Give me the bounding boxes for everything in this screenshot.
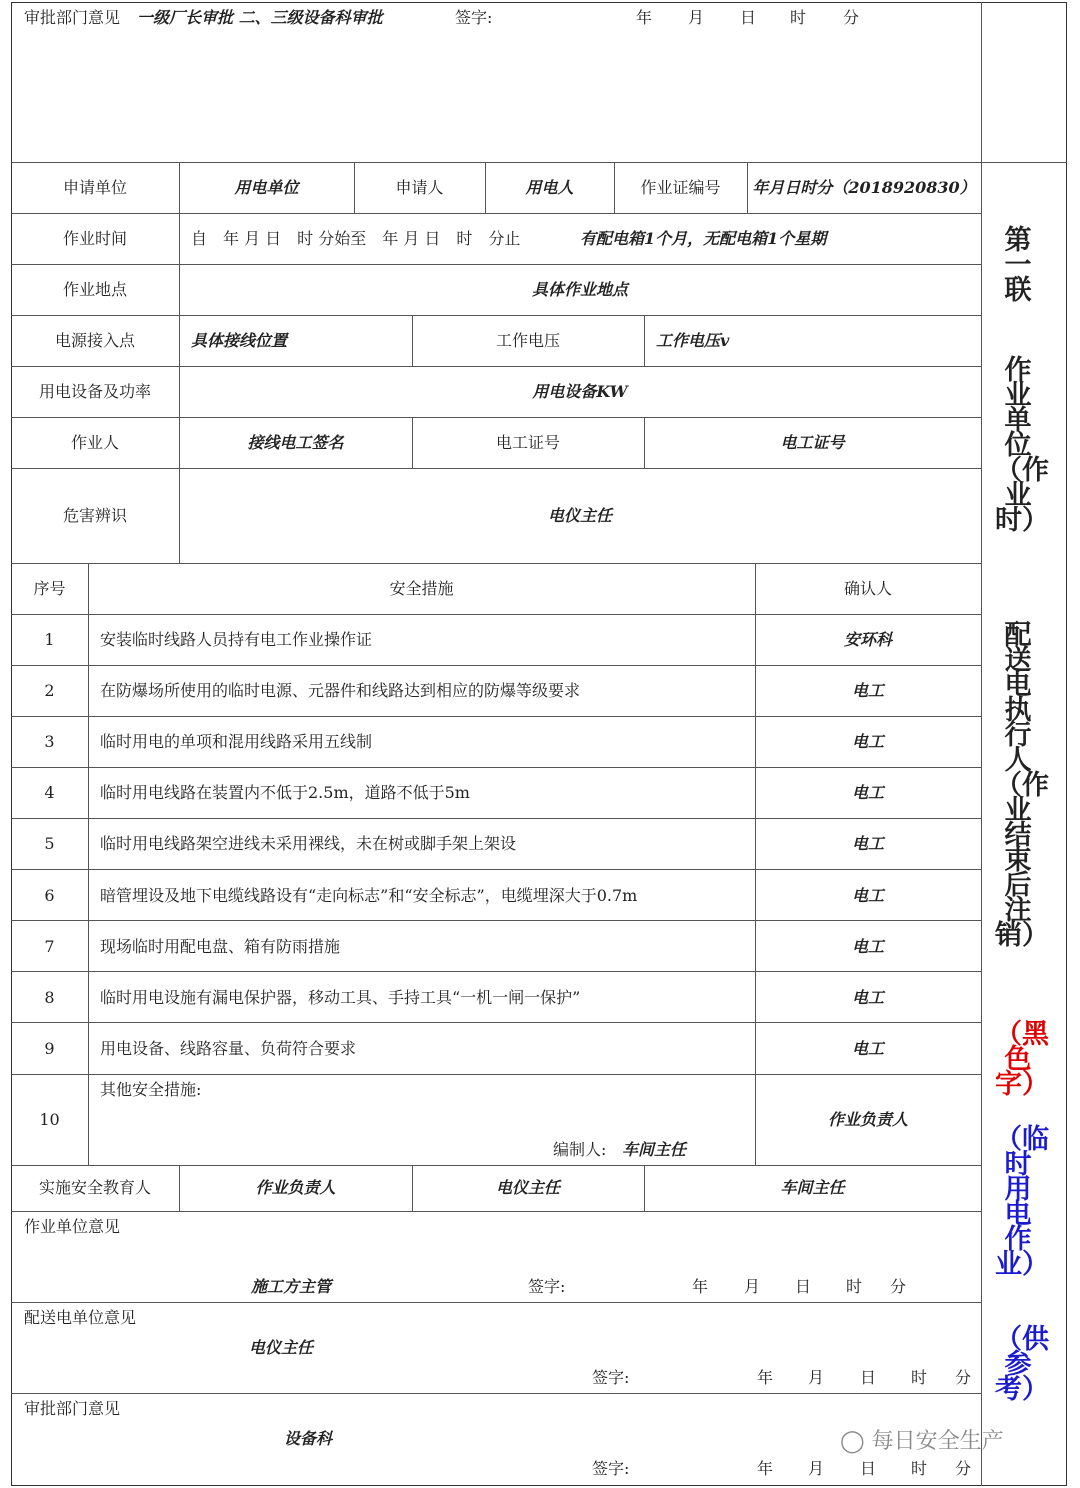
wechat-icon: ◯	[840, 1429, 865, 1454]
measure-text: 现场临时用配电盘、箱有防雨措施	[100, 937, 341, 956]
measure-text: 安装临时线路人员持有电工作业操作证	[100, 630, 373, 649]
rule	[179, 162, 180, 563]
opinion-value: 设备科	[284, 1429, 333, 1448]
top-month: 月	[688, 8, 705, 27]
opinion-year: 年	[757, 1368, 774, 1387]
power-point-value: 具体接线位置	[191, 331, 288, 350]
measure-no: 9	[44, 1039, 55, 1058]
rule	[11, 614, 981, 615]
measure-no: 5	[44, 834, 55, 853]
hazard-value: 电仪主任	[547, 506, 612, 525]
rule	[11, 162, 1067, 163]
measure-no: 3	[44, 732, 55, 751]
rule	[11, 366, 981, 367]
measure-no: 10	[39, 1110, 60, 1129]
opinion-label: 审批部门意见	[24, 1399, 121, 1418]
measure-header-no: 序号	[33, 579, 66, 598]
opinion-hour: 时	[911, 1368, 928, 1387]
power-point-label: 电源接入点	[54, 331, 135, 350]
rule	[88, 563, 89, 1165]
applicant-label: 申请人	[395, 178, 444, 197]
other-measure-label: 其他安全措施:	[100, 1080, 202, 1099]
opinion-hour: 时	[846, 1277, 863, 1296]
rule	[11, 1074, 981, 1075]
work-time-text: 自 年 月 日 时 分始至 年 月 日 时 分止	[191, 229, 521, 248]
watermark	[840, 1424, 1004, 1455]
opinion-year: 年	[692, 1277, 709, 1296]
opinion-label: 作业单位意见	[24, 1217, 121, 1236]
rule	[11, 665, 981, 666]
rule	[11, 869, 981, 870]
apply-unit-value: 用电单位	[234, 178, 299, 197]
education-label: 实施安全教育人	[38, 1178, 151, 1197]
rule	[11, 716, 981, 717]
opinion-hour: 时	[911, 1459, 928, 1478]
hazard-label: 危害辨识	[62, 506, 127, 525]
worker-label: 作业人	[70, 433, 119, 452]
voltage-value: 工作电压v	[656, 331, 730, 350]
cert-no-value: 年月日时分（2018920830）	[752, 178, 976, 197]
rule	[11, 213, 981, 214]
location-value: 具体作业地点	[531, 280, 628, 299]
opinion-month: 月	[808, 1459, 825, 1478]
measure-no: 6	[44, 886, 55, 905]
location-label: 作业地点	[62, 280, 127, 299]
work-time-label: 作业时间	[62, 229, 127, 248]
rule	[644, 315, 645, 366]
rule	[11, 1211, 981, 1212]
top-approval-label: 审批部门意见	[24, 8, 121, 27]
side-caption-3: 配送电执行人（作业结束后注销）	[995, 620, 1049, 951]
measure-confirm: 电工	[851, 937, 884, 956]
measure-confirm: 电工	[851, 783, 884, 802]
side-caption-5: （临时用电作业）	[995, 1124, 1049, 1280]
equipment-value: 用电设备KW	[532, 382, 628, 401]
measure-text: 用电设备、线路容量、负荷符合要求	[100, 1039, 357, 1058]
measure-no: 8	[44, 988, 55, 1007]
opinion-sign-label: 签字:	[528, 1277, 566, 1296]
opinion-day: 日	[860, 1459, 877, 1478]
education-value-2: 电仪主任	[495, 1178, 560, 1197]
education-value-1: 作业负责人	[255, 1178, 336, 1197]
opinion-month: 月	[744, 1277, 761, 1296]
measure-no: 4	[44, 783, 55, 802]
rule	[11, 1165, 981, 1166]
measure-no: 7	[44, 937, 55, 956]
elec-cert-value: 电工证号	[780, 433, 845, 452]
opinion-day: 日	[795, 1277, 812, 1296]
measure-confirm: 电工	[851, 681, 884, 700]
education-value-3: 车间主任	[780, 1178, 845, 1197]
rule	[11, 971, 981, 972]
measure-confirm: 电工	[851, 988, 884, 1007]
measure-text: 在防爆场所使用的临时电源、元器件和线路达到相应的防爆等级要求	[100, 681, 581, 700]
rule	[11, 563, 981, 564]
rule	[11, 818, 981, 819]
opinion-sign-label: 签字:	[592, 1459, 630, 1478]
applicant-value: 用电人	[525, 178, 574, 197]
opinion-value: 电仪主任	[249, 1338, 314, 1357]
opinion-label: 配送电单位意见	[24, 1308, 137, 1327]
rule	[11, 315, 981, 316]
measure-confirm: 电工	[851, 1039, 884, 1058]
rule	[11, 468, 981, 469]
side-divider	[981, 2, 982, 1486]
measure-confirm: 电工	[851, 732, 884, 751]
opinion-minute: 分	[955, 1368, 972, 1387]
measure-header-confirm: 确认人	[843, 579, 892, 598]
voltage-label: 工作电压	[495, 331, 560, 350]
top-day: 日	[740, 8, 757, 27]
top-minute: 分	[843, 8, 860, 27]
top-sign-label: 签字:	[455, 8, 493, 27]
measure-text: 临时用电线路在装置内不低于2.5m，道路不低于5m	[100, 783, 470, 802]
rule	[11, 417, 981, 418]
worker-value: 接线电工签名	[247, 433, 344, 452]
rule	[11, 1022, 981, 1023]
watermark-text: 每日安全生产	[871, 1429, 1004, 1454]
side-caption-6: （供参考）	[995, 1324, 1049, 1405]
rule	[11, 767, 981, 768]
measure-text: 临时用电线路架空进线未采用裸线，未在树或脚手架上架设	[100, 834, 517, 853]
rule	[11, 920, 981, 921]
cert-no-label: 作业证编号	[640, 178, 721, 197]
editor-value: 车间主任	[622, 1140, 687, 1159]
measure-text: 临时用电的单项和混用线路采用五线制	[100, 732, 373, 751]
measure-confirm: 电工	[851, 834, 884, 853]
opinion-day: 日	[860, 1368, 877, 1387]
opinion-minute: 分	[890, 1277, 907, 1296]
measure-text: 暗管埋设及地下电缆线路设有“走向标志”和“安全标志”，电缆埋深大于0.7m	[100, 886, 638, 905]
equipment-label: 用电设备及功率	[38, 382, 151, 401]
measure-confirm: 安环科	[843, 630, 892, 649]
top-hour: 时	[790, 8, 807, 27]
other-measure-confirm: 作业负责人	[827, 1110, 908, 1129]
side-caption-4: （黑色字）	[995, 1019, 1049, 1100]
rule	[11, 1302, 981, 1303]
opinion-year: 年	[757, 1459, 774, 1478]
rule	[755, 563, 756, 1165]
rule	[11, 1393, 981, 1394]
opinion-month: 月	[808, 1368, 825, 1387]
measure-confirm: 电工	[851, 886, 884, 905]
top-year: 年	[636, 8, 653, 27]
work-time-note: 有配电箱1个月，无配电箱1个星期	[580, 229, 827, 248]
side-caption-2: 作业单位（作业时）	[995, 355, 1049, 536]
editor-label: 编制人:	[553, 1140, 607, 1159]
measure-header-text: 安全措施	[389, 579, 454, 598]
top-approval-text: 一级厂长审批 二、三级设备科审批	[137, 8, 383, 27]
elec-cert-label: 电工证号	[495, 433, 560, 452]
measure-no: 2	[44, 681, 55, 700]
side-caption-1: 第一联	[1004, 225, 1032, 306]
measure-text: 临时用电设施有漏电保护器，移动工具、手持工具“一机一闸一保护”	[100, 988, 581, 1007]
rule	[11, 264, 981, 265]
opinion-minute: 分	[955, 1459, 972, 1478]
apply-unit-label: 申请单位	[62, 178, 127, 197]
measure-no: 1	[44, 630, 55, 649]
opinion-value: 施工方主管	[251, 1277, 332, 1296]
opinion-sign-label: 签字:	[592, 1368, 630, 1387]
